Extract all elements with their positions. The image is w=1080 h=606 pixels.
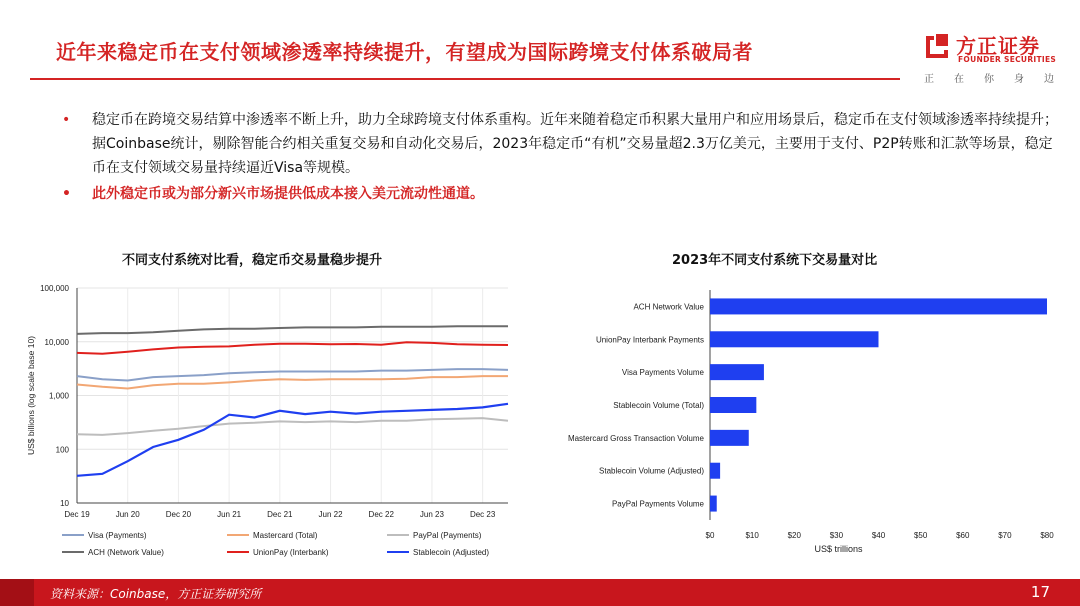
legend-label: ACH (Network Value) — [88, 548, 164, 557]
bullet-text: 此外稳定币或为部分新兴市场提供低成本接入美元流动性通道。 — [92, 186, 484, 202]
bar — [710, 331, 879, 347]
x-tick-label: Dec 23 — [469, 510, 496, 519]
x-tick-label: Dec 20 — [165, 510, 192, 519]
legend-label: Stablecoin (Adjusted) — [413, 548, 490, 557]
category-label: UnionPay Interbank Payments — [595, 335, 704, 345]
legend-label: Visa (Payments) — [88, 531, 147, 540]
y-tick-label: 10 — [60, 499, 69, 508]
x-tick-label: Dec 22 — [368, 510, 394, 519]
bar — [710, 430, 749, 446]
bar-chart-title: 2023年不同支付系统下交易量对比 — [672, 253, 878, 268]
x-tick-label: $50 — [913, 531, 928, 540]
logo-text: 方正证券 — [956, 34, 1040, 58]
title-divider — [30, 78, 900, 80]
x-axis-label: US$ trillions — [814, 544, 863, 554]
company-logo — [918, 28, 1058, 88]
bullet-item — [62, 182, 1062, 206]
legend-label: Mastercard (Total) — [253, 531, 318, 540]
category-label: PayPal Payments Volume — [611, 499, 704, 509]
slogan-char: 在 — [954, 74, 964, 85]
category-label: Stablecoin Volume (Total) — [613, 401, 704, 410]
x-tick-label: Jun 21 — [217, 510, 242, 519]
y-tick-label: 1,000 — [48, 391, 69, 401]
bar — [710, 496, 717, 512]
x-tick-label: $60 — [956, 531, 970, 540]
x-tick-label: $80 — [1040, 531, 1054, 540]
bar — [710, 463, 720, 479]
bullet-marker: • — [62, 112, 71, 128]
x-tick-label: $10 — [745, 531, 759, 540]
series-line-ach-network-value — [77, 326, 508, 334]
series-line-stablecoin-adjusted — [77, 404, 508, 476]
x-tick-label: $30 — [829, 531, 844, 540]
x-tick-label: Dec 21 — [267, 510, 293, 519]
series-line-paypal-payments — [77, 418, 508, 435]
y-tick-label: 10,000 — [44, 337, 69, 347]
line-chart — [22, 276, 522, 572]
bullet-marker: • — [62, 186, 71, 202]
slogan-char: 身 — [1014, 74, 1024, 85]
page-number: 17 — [1030, 583, 1050, 601]
x-tick-label: Jun 20 — [115, 510, 140, 519]
slogan-char: 边 — [1044, 74, 1054, 85]
slogan-char: 正 — [924, 74, 934, 85]
y-axis-label: US$ billions (log scale base 10) — [26, 335, 36, 456]
legend-label: PayPal (Payments) — [413, 531, 482, 540]
bar — [710, 397, 756, 413]
category-label: Visa Payments Volume — [621, 368, 704, 378]
bar — [710, 298, 1047, 314]
bullet-item — [62, 108, 1062, 180]
category-label: ACH Network Value — [633, 302, 704, 312]
category-label: Mastercard Gross Transaction Volume — [567, 433, 704, 443]
x-tick-label: $20 — [787, 531, 801, 540]
bullet-text: 稳定币在跨境交易结算中渗透率不断上升，助力全球跨境支付体系重构。近年来随着稳定币积累大量用户和应用场景后，稳定币在支付领域渗透率持续提升；据Coinbase统计，剔除智能合约相关重复交易和自动化交易后，2023年稳定币“有机”交易量超2.3万亿美元，主要用于支付、P2P转账和汇款等场景，稳定币在支付领域交易量持续逼近Visa等规模。 — [92, 112, 1058, 176]
legend-label: UnionPay (Interbank) — [253, 548, 329, 557]
line-chart-title: 不同支付系统对比看，稳定币交易量稳步提升 — [122, 253, 383, 268]
page-title: 近年来稳定币在支付领域渗透率持续提升，有望成为国际跨境支付体系破局者 — [56, 40, 753, 64]
source-note: 资料来源：Coinbase，方正证券研究所 — [50, 587, 262, 601]
x-tick-label: $0 — [705, 531, 715, 540]
logo-mark-icon — [924, 32, 950, 58]
logo-english-text: FOUNDER SECURITIES — [958, 55, 1057, 64]
bar-chart — [556, 276, 1066, 572]
bar — [710, 364, 764, 380]
x-tick-label: $70 — [998, 531, 1012, 540]
y-tick-label: 100,000 — [40, 284, 69, 293]
footer-bar — [0, 579, 1080, 606]
footer-accent — [0, 579, 34, 606]
slogan-char: 你 — [984, 74, 994, 85]
x-tick-label: Jun 23 — [419, 510, 444, 519]
x-tick-label: Jun 22 — [318, 510, 343, 519]
y-tick-label: 100 — [55, 445, 69, 455]
category-label: Stablecoin Volume (Adjusted) — [599, 466, 704, 476]
logo-slogan — [924, 70, 1054, 85]
bullet-list — [62, 108, 1062, 206]
x-tick-label: $40 — [871, 531, 886, 540]
series-line-unionpay-interbank — [77, 342, 508, 354]
x-tick-label: Dec 19 — [64, 510, 90, 519]
